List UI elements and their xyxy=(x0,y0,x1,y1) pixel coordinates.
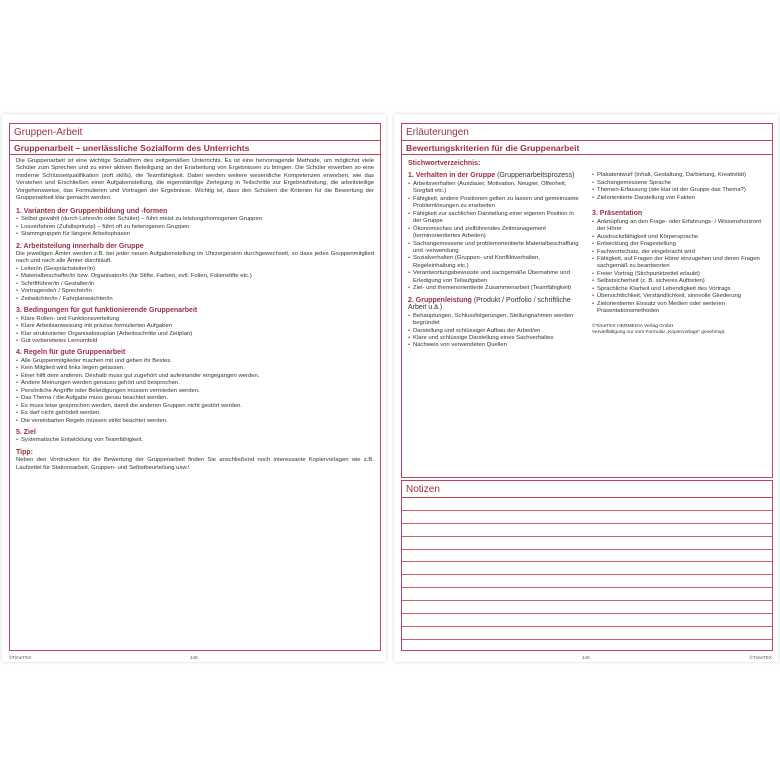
right-page xyxy=(394,114,778,662)
note-line[interactable] xyxy=(402,575,772,588)
list-item: • Leiter/in (Gesprächsleiter/in) xyxy=(16,266,374,273)
note-line[interactable] xyxy=(402,498,772,511)
footer-brand-right: ©TimeTEX xyxy=(749,655,772,660)
list-item: • Arbeitsverhalten (Ausdauer, Motivation, Neugier, Offenheit, Sorgfalt etc.) xyxy=(408,181,582,196)
left-page xyxy=(2,114,386,662)
list-item: • Zeitwächter/in / Fahrplanwächter/in xyxy=(16,296,374,303)
list-item: • Materialbeschaffer/in bzw. Organisator/in (für Stifte, Farben, evtl. Folien, Folienstifte etc.) xyxy=(16,273,374,280)
list-item: • Klare Arbeitsanweisung mit präzise formulierten Aufgaben xyxy=(16,323,374,330)
list-item: • Schriftführer/in / Gestalter/in xyxy=(16,281,374,288)
list-item: • Entwicklung der Fragestellung xyxy=(592,241,766,248)
list-item: • Themen-Erfassung (wie klar ist der Gruppe das Thema?) xyxy=(592,187,766,194)
section-subtitle: Gruppenarbeit – unerlässliche Sozialform des Unterrichts xyxy=(10,141,380,155)
group-2-list xyxy=(408,313,582,350)
list-item: • Darstellung und schlüssiger Aufbau der Arbeit/en xyxy=(408,328,582,335)
index-title: Stichwortverzeichnis: xyxy=(408,160,481,167)
list-item: • Klare und schlüssige Darstellung eines Sachverhaltes xyxy=(408,335,582,342)
group-3-title: 3. Präsentation xyxy=(592,210,643,218)
note-line[interactable] xyxy=(402,511,772,524)
note-line[interactable] xyxy=(402,537,772,550)
list-item: • Plakatentwurf (Inhalt, Gestaltung, Darbietung, Kreativität) xyxy=(592,172,766,179)
section-2-title: 2. Arbeitsteilung innerhalb der Gruppe xyxy=(16,242,144,250)
list-item: • Ausdrucksfähigkeit und Körpersprache xyxy=(592,234,766,241)
list-item: • Vortragende/r / Sprecher/in xyxy=(16,288,374,295)
page-number-left: 148 xyxy=(190,655,198,660)
note-line[interactable] xyxy=(402,562,772,575)
section-1-list xyxy=(16,216,374,238)
list-item: • Freier Vortrag (Stichpunktzettel erlaubt) xyxy=(592,271,766,278)
list-item: • Andere Meinungen werden genauso gehört und besprochen. xyxy=(16,380,374,387)
note-line[interactable] xyxy=(402,614,772,627)
intro-text: Die Gruppenarbeit ist eine wichtige Sozialform des zeitgemäßen Unterrichts. Es ist eine hervorragende Methode, um möglichst viele Schüler zum Sprechen und zu einer aktiven Beteiligung an der Erarbeitung von Ergebnissen zu bringen. Die Schüler erwerben so eine moderne Schlüsselqualifikation (soft skills), die Teamfähigkeit. Dabei werden weitere wesentliche Kompetenzen erworben, wie das Verstehen und Erschließen einer Aufgabenstellung, die eigenständige Zerlegung in Teilschritte zur Ergebnisfindung, die arbeitsteilige Vorgehensweise, das Formulieren und Vortragen der Ergebnisse. Wichtig ist, dass den Schülern die Kriterien für die Bewertung der Gruppenarbeit klar gemacht werden. xyxy=(16,158,374,202)
list-item: • Kein Mitglied wird links liegen gelassen. xyxy=(16,365,374,372)
section-4-list xyxy=(16,358,374,425)
right-content xyxy=(402,155,772,350)
section-2-list xyxy=(16,266,374,303)
list-item: • Behauptungen, Schlussfolgerungen, Stellungnahmen werden begründet xyxy=(408,313,582,328)
group-1-list xyxy=(408,181,582,293)
list-item: • Ziel- und themenorientierte Zusammenarbeit (Teamfähigkeit) xyxy=(408,285,582,292)
section-4-title: 4. Regeln für gute Gruppenarbeit xyxy=(16,349,126,357)
list-item: • Stammgruppen für längere Arbeitsphasen xyxy=(16,231,374,238)
list-item: • Einer hilft dem anderen. Deshalb muss gut zugehört und aufeinander eingegangen werden. xyxy=(16,373,374,380)
criteria-column-left xyxy=(408,168,582,349)
tipp-title: Tipp: xyxy=(16,448,33,456)
list-item: • Klare Rollen- und Funktionsverteilung xyxy=(16,316,374,323)
left-frame xyxy=(9,123,381,651)
list-item: • Es darf nicht getrödelt werden. xyxy=(16,410,374,417)
list-item: • Losverfahren (Zufallsprinzip) – führt oft zu heterogenen Gruppen xyxy=(16,224,374,231)
page-title-right: Erläuterungen xyxy=(402,124,772,141)
list-item: • Klar strukturierter Organisationsplan (Arbeitsschritte und Zeitplan) xyxy=(16,331,374,338)
list-item: • Nachweis von verwendeten Quellen xyxy=(408,342,582,349)
right-frame xyxy=(401,123,773,478)
note-line[interactable] xyxy=(402,524,772,537)
list-item: • Übersichtlichkeit, Verständlichkeit, sinnvolle Gliederung xyxy=(592,293,766,300)
criteria-columns xyxy=(408,168,766,349)
copyright-note xyxy=(592,324,766,336)
list-item: • Alle Gruppenmitglieder machen mit und geben ihr Bestes. xyxy=(16,358,374,365)
notes-frame xyxy=(401,480,773,651)
notes-title: Notizen xyxy=(402,481,772,498)
section-5-title: 5. Ziel xyxy=(16,428,36,436)
criteria-column-right xyxy=(592,168,766,349)
list-item: • Gut vorbereitetes Lernumfeld xyxy=(16,338,374,345)
group-1-title: 1. Verhalten in der Gruppe (Gruppenarbeitsprozess) xyxy=(408,172,575,180)
tipp-text: Neben den Vordrucken für die Bewertung der Gruppenarbeit finden Sie anschließend noch interessante Kopiervorlagen wie z.B. Laufzettel für Stationsarbeit, Gruppen- und Selbstbeurteilung usw.! xyxy=(16,457,374,471)
notes-lines xyxy=(402,498,772,650)
list-item: • Das Thema / die Aufgabe muss genau beachtet werden. xyxy=(16,395,374,402)
list-item: • Selbstsicherheit (z. B. sicheres Auftreten) xyxy=(592,278,766,285)
note-line[interactable] xyxy=(402,627,772,640)
list-item: • Zielorientierter Einsatz von Medien oder weiteren Präsentationsmethoden xyxy=(592,301,766,316)
list-item: • Sachangemessene und problemorientierte Materialbeschaffung und -verwendung xyxy=(408,241,582,256)
note-line[interactable] xyxy=(402,550,772,563)
section-subtitle-right: Bewertungskriterien für die Gruppenarbeit xyxy=(402,141,772,155)
list-item: • Verantwortungsbewusste und sachgemäße Übernahme und Erledigung von Teilaufgaben xyxy=(408,270,582,285)
group-3-list xyxy=(592,219,766,316)
section-2-text: Die jeweiligen Ämter werden z.B. bei jeder neuen Aufgabenstellung im Uhrzeigersinn durchgewechselt, so dass jedes Gruppenmitglied nach und nach alle Ämter durchläuft. xyxy=(16,250,374,265)
list-item: • Sachangemessene Sprache xyxy=(592,180,766,187)
page-title: Gruppen-Arbeit xyxy=(10,124,380,141)
note-line[interactable] xyxy=(402,601,772,614)
section-5-list xyxy=(16,437,374,444)
list-item: • Die vereinbarten Regeln müssen strikt beachtet werden. xyxy=(16,418,374,425)
footer-brand-left: ©TimeTEX xyxy=(9,655,32,660)
copyright-line-1: ©TimeTEX HERMEDIA Verlag GmbH xyxy=(592,323,674,329)
list-item: • Systematische Entwicklung von Teamfähigkeit. xyxy=(16,437,374,444)
list-item: • Anknüpfung an den Frage- oder Erfahrungs- / Wissenshorizont der Hörer xyxy=(592,219,766,234)
left-content xyxy=(10,155,380,472)
list-item: • Fähigkeit, auf Fragen der Hörer einzugehen und deren Fragen sachgemäß zu beantworten xyxy=(592,256,766,271)
page-number-right: 149 xyxy=(582,655,590,660)
list-item: • Sprachliche Klarheit und Lebendigkeit des Vortrags xyxy=(592,286,766,293)
section-3-list xyxy=(16,316,374,346)
copyright-line-2: Vervielfältigung nur vom Formular „Kopiervorlage“ genehmigt. xyxy=(592,329,726,335)
list-item: • Ökonomisches und zielführendes Zeitmanagement (terminorientiertes Arbeiten) xyxy=(408,226,582,241)
list-item: • Zielorientierte Darstellung von Fakten xyxy=(592,195,766,202)
list-item: • Fachwortschatz, der eingebracht wird xyxy=(592,249,766,256)
group-2-title: 2. Gruppenleistung (Produkt / Portfolio / schriftliche Arbeit u.ä.) xyxy=(408,296,571,312)
list-item: • Es muss leise gesprochen werden, damit die anderen Gruppen nicht gestört werden. xyxy=(16,403,374,410)
list-item: • Persönliche Angriffe oder Beleidigungen müssen vermieden werden. xyxy=(16,388,374,395)
list-item: • Selbst gewählt (durch Lehrer/in oder Schüler) – führt meist zu leistungshomogenen Gruppen xyxy=(16,216,374,223)
list-item: • Fähigkeit zur sachlichen Darstellung einer eigenen Position in der Gruppe xyxy=(408,211,582,226)
group-2-continued-list xyxy=(592,172,766,202)
list-item: • Sozialverhalten (Gruppen- und Konfliktverhalten, Regeleinhaltung etc.) xyxy=(408,255,582,270)
note-line[interactable] xyxy=(402,588,772,601)
section-3-title: 3. Bedingungen für gut funktionierende Gruppenarbeit xyxy=(16,307,198,315)
list-item: • Fähigkeit, andere Positionen gelten zu lassen und gemeinsame Problemlösungen zu erarbeiten xyxy=(408,196,582,211)
section-1-title: 1. Varianten der Gruppenbildung und -formen xyxy=(16,207,168,215)
